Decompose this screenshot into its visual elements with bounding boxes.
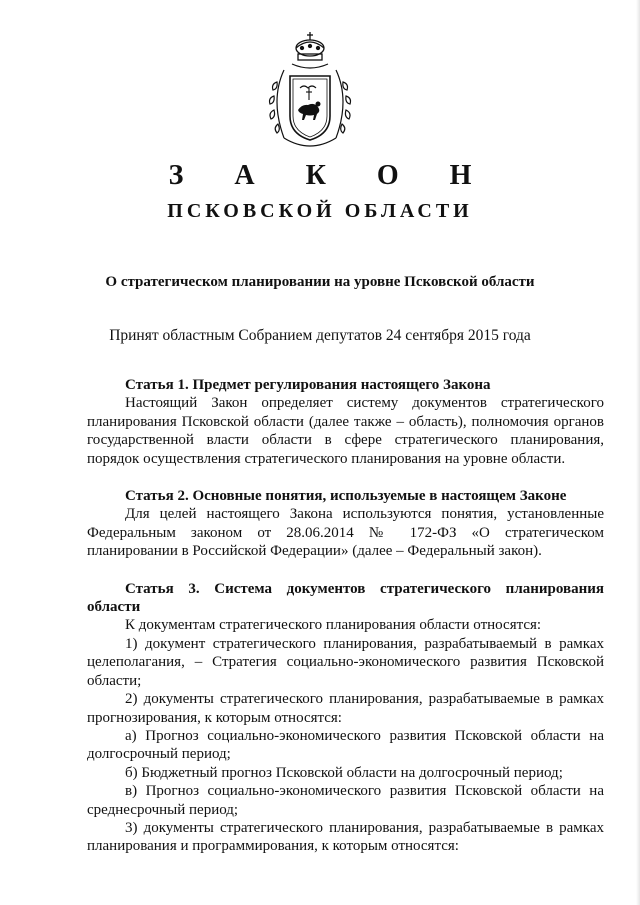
article-3-heading: Статья 3. Система документов стратегического планирования области (87, 580, 604, 616)
law-subject: О стратегическом планировании на уровне Псковской области (105, 274, 535, 290)
adoption-date-line: Принят областным Собранием депутатов 24 сентября 2015 года (109, 327, 531, 344)
law-title: З А К О Н (168, 160, 494, 191)
article-2-text: Для целей настоящего Закона используются понятия, установленные Федеральным законом от 28.06.2014 № 172-ФЗ «О стратегическом планировании в Российской Федерации» (далее – Федеральный закон). (87, 506, 604, 560)
article-3-item: в) Прогноз социально-экономического развития Псковской области на среднесрочный период; (87, 783, 604, 818)
article-2-heading: Статья 2. Основные понятия, используемые в настоящем Законе (125, 488, 567, 505)
article-3-item: б) Бюджетный прогноз Псковской области на долгосрочный период; (125, 764, 563, 781)
article-3-item: К документам стратегического планирования области относятся: (125, 617, 542, 634)
article-3-item: а) Прогноз социально-экономического развития Псковской области на долгосрочный период; (87, 727, 604, 763)
article-3-item: 3) документы стратегического планирования, разрабатываемые в рамках планирования и программирования, к которым относятся: (87, 819, 604, 855)
article-1-heading: Статья 1. Предмет регулирования настоящего Закона (125, 377, 491, 393)
crown-icon (296, 32, 324, 60)
region-title: ПСКОВСКОЙ ОБЛАСТИ (167, 200, 473, 222)
article-3-item: 2) документы стратегического планирования, разрабатываемые в рамках прогнозирования, к которым относятся: (87, 691, 604, 726)
page-edge (636, 0, 640, 905)
coat-of-arms-emblem (262, 30, 358, 156)
law-body (87, 376, 604, 856)
article-3-item: 1) документ стратегического планирования, разрабатываемый в рамках целеполагания, – Стратегия социально-экономического развития Псковской области; (87, 635, 604, 689)
article-1-text: Настоящий Закон определяет систему документов стратегического планирования Псковской области (далее также – область), полномочия органов государственной власти области в сфере стратегического планирования, порядок осуществления стратегического планирования на уровне области. (87, 395, 604, 467)
